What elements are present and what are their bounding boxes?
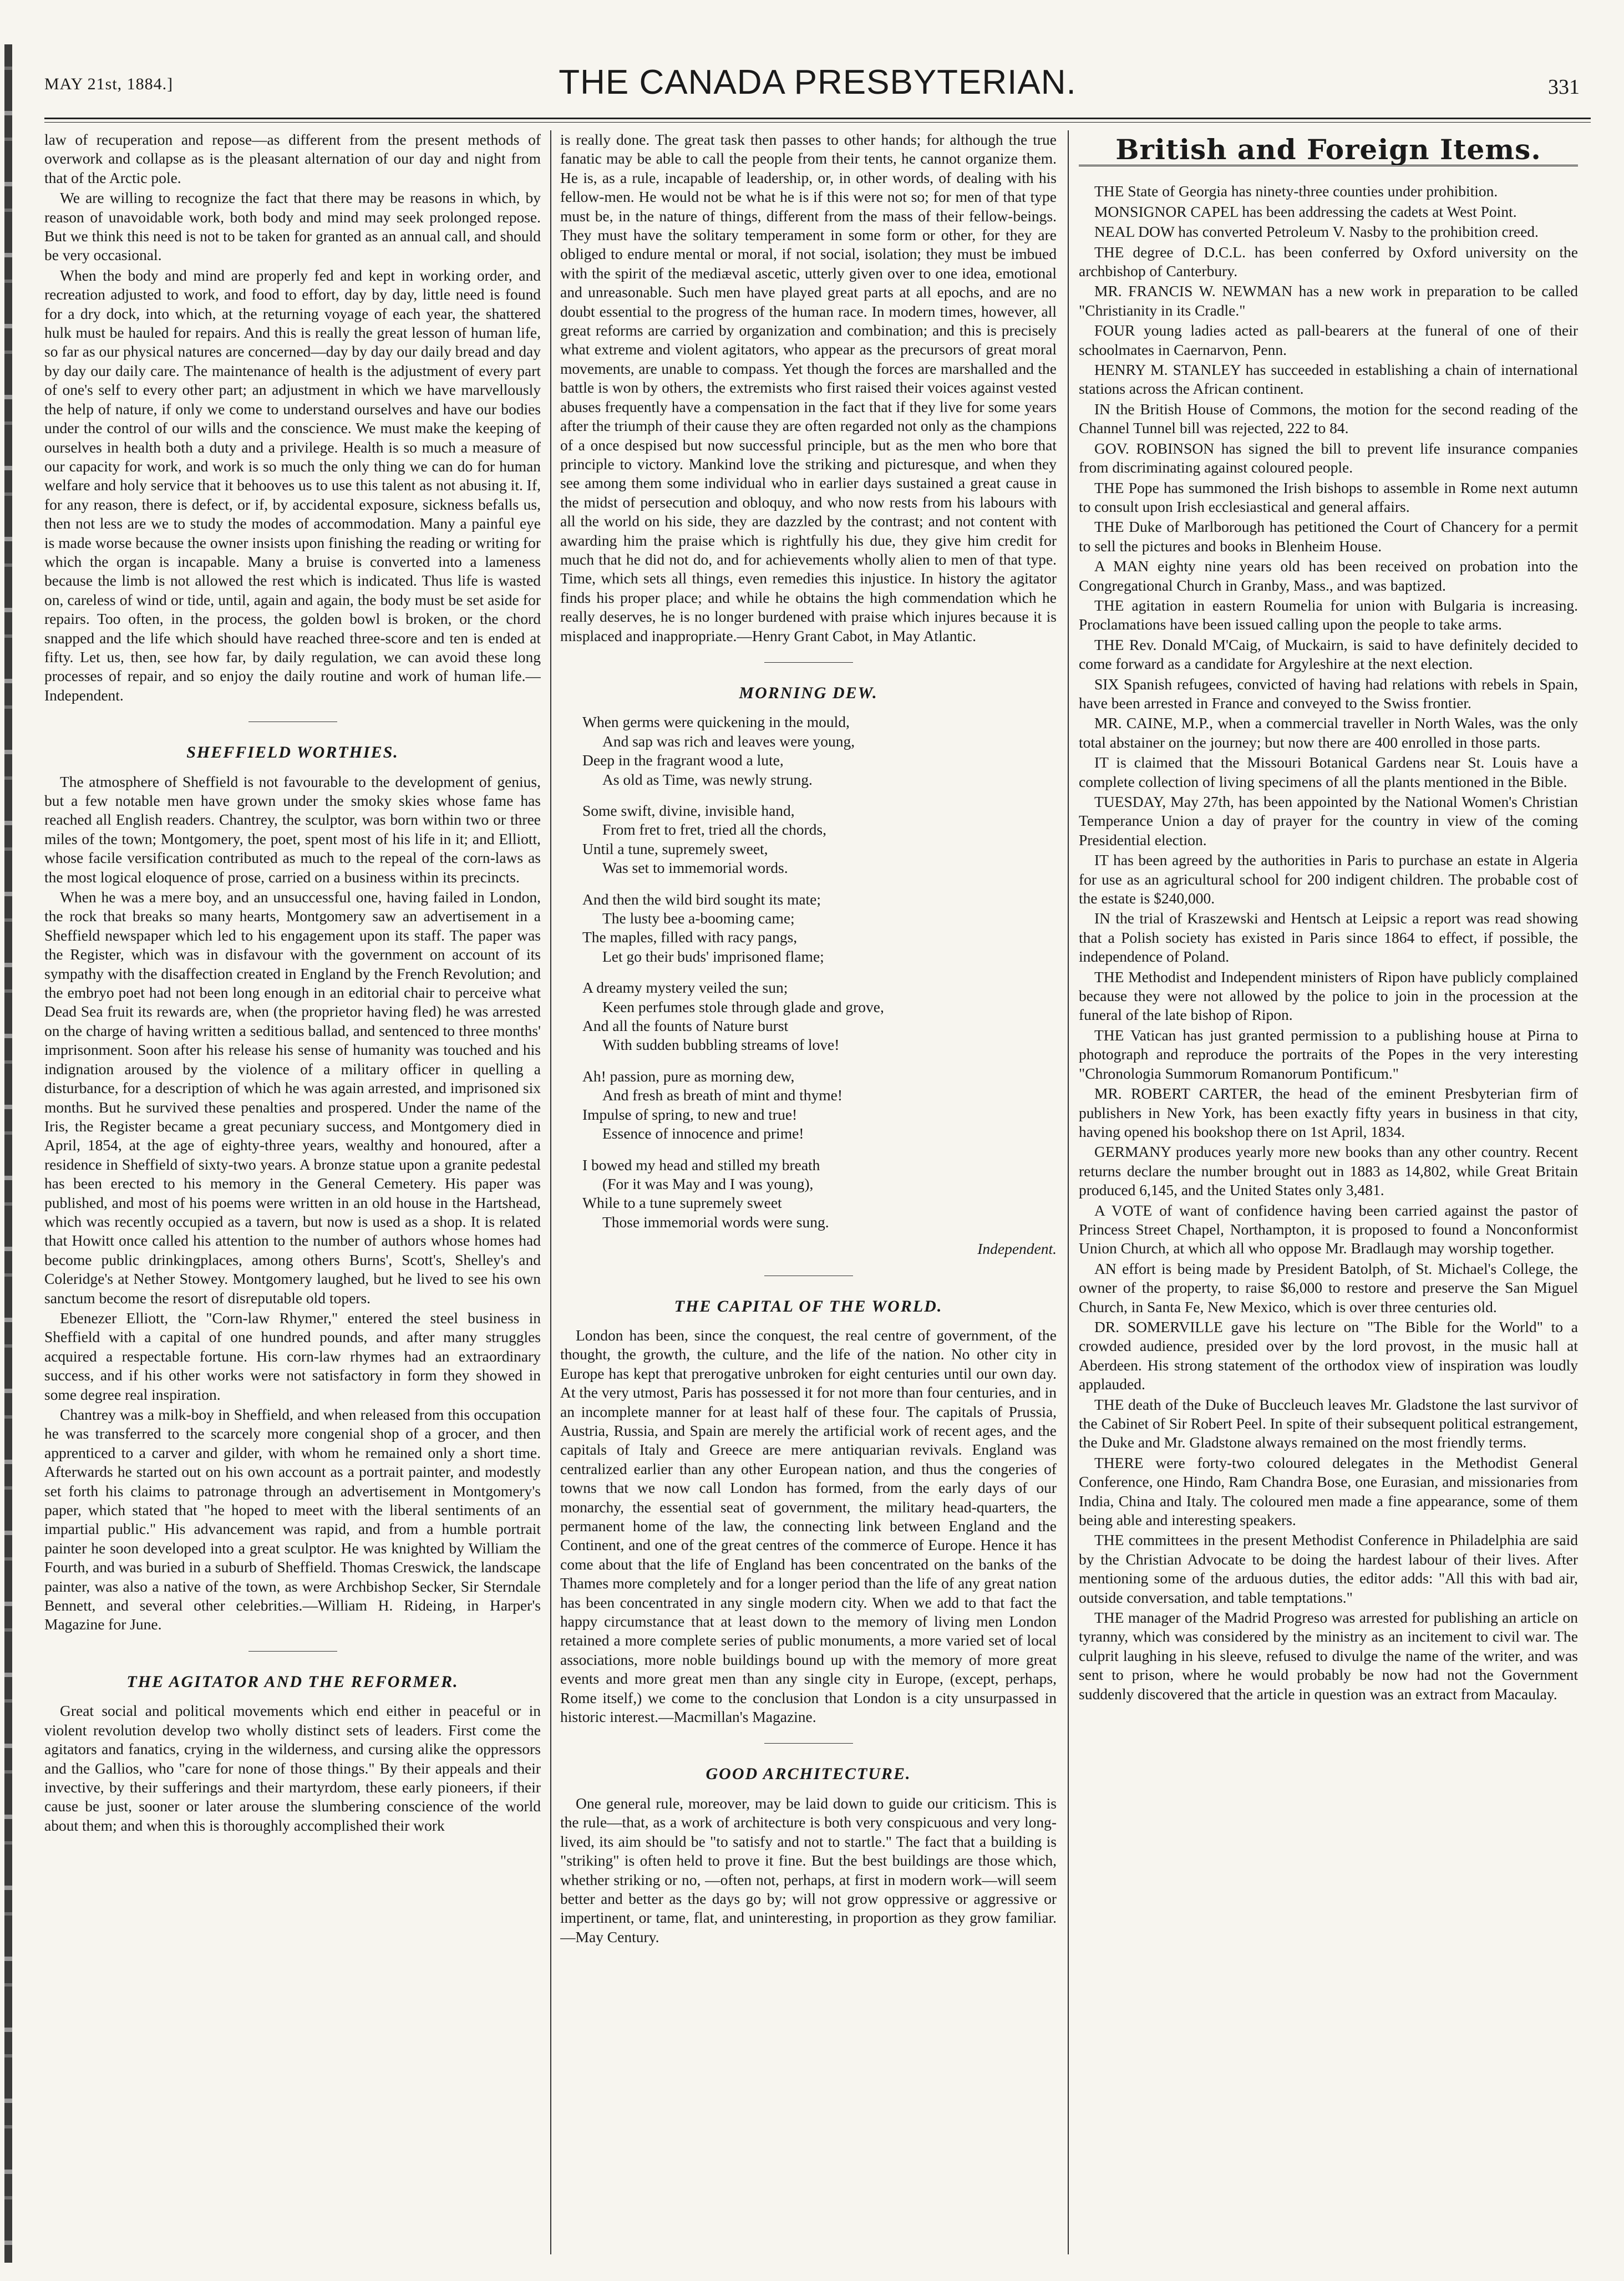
column-2 [560,130,1057,2265]
newspaper-title: THE CANADA PRESBYTERIAN. [559,63,1077,101]
poem-line: Some swift, divine, invisible hand, [582,802,795,819]
poem-line: (For it was May and I was young), [602,1175,814,1192]
article-paragraph: One general rule, moreover, may be laid down to guide our criticism. This is the rule—that, as a work of architecture is both very conspicuous and very long-lived, its aim should be "to satisfy and not to startle." The fact that a building is "striking" is often held to prove it fine. But the best buildings are those which, whether striking or no, —often not, perhaps, at first in modern work—will seem better and better as the days go by; will not grow oppressive or aggressive or impertinent, or tame, flat, and uninteresting, in proportion as they grow familiar.—May Century. [560,1794,1057,1945]
section-rule [764,1743,853,1744]
news-item: FOUR young ladies acted as pall-bearers at the funeral of one of their schoolmates in Caernarvon, Penn. [1079,322,1578,358]
poem-line: When germs were quickening in the mould, [582,713,850,731]
poem-line: The lusty bee a-booming came; [602,910,795,927]
news-item: A MAN eighty nine years old has been received on probation into the Congregational Church in Granby, Mass., and was baptized. [1079,557,1578,594]
article-paragraph: London has been, since the conquest, the real centre of government, of the thought, the growth, the culture, and the life of the nation. No other city in Europe has kept that prerogative unbroken for eight centuries until our own day. At the very utmost, Paris has possessed it for not more than four centuries, and in an incomplete manner for at least half of these four. The capitals of Prussia, Austria, Russia, and Spain are merely the artificial work of recent ages, and the capitals of Italy and Greece are mere antiquarian revivals. England was centralized earlier than any other European nation, and thus the congeries of towns that we now call London has formed, from the early days of our monarchy, the essential seat of government, the military head-quarters, the permanent home of the law, the connecting link between England and the Continent, and one of the great centres of the commerce of Europe. Hence it has come about that the life of England has been concentrated on the banks of the Thames more completely and for a longer period than the life of any great nation has been concentrated in any single modern city. When we add to that fact the happy circumstance that at least down to the memory of living men London retained a more complete series of public monuments, a more varied set of local associations, more noble buildings bound up with the memory of more great events and more great men than any single city in Europe, (except, perhaps, Rome itself,) we come to the conclusion that London is a city unsurpassed in historic interest.—Macmillan's Magazine. [560,1326,1057,1726]
column-1 [44,130,541,2265]
article-paragraph: is really done. The great task then passes to other hands; for although the true fanatic may be able to call the people from their tents, he cannot organize them. He is, as a rule, incapable of leadership, or, in other words, of dealing with his fellow-men. He would not be what he is if this were not so; for men of that type must be, in the nature of things, different from the mass of their fellow-beings. They must have the solitary temperament in some form or other, for they are obliged to endure mental or moral, if not social, isolation; they must be imbued with the spirit of the mediæval ascetic, utterly given over to one idea, emotional and unreasonable. Such men have played great parts at all epochs, and are no doubt essential to the progress of the human race. In modern times, however, all great reforms are carried by organization and combination; and this is precisely what extreme and violent agitators, who appear as the precursors of great moral movements, are unable to compass. Yet though the forces are marshalled and the battle is won by others, the extremists who first raised their voices against vested abuses frequently have a compensation in the fact that if they live for some years after the triumph of their cause they are often regarded not only as the champions of a once despised but now successful principle, but as the men who bore that principle to victory. Mankind love the striking and picturesque, and when they see among them some individual who in earlier days sustained a great cause in the midst of persecution and obloquy, and who now rests from his labours with all the world on his side, they are dazzled by the contrast; and not content with awarding him the praise which is rightfully his due, they give him credit for much that he did not do, and for achievements wholly alien to men of that type. Time, which sets all things, even remedies this injustice. In history the agitator finds his proper place; and while he obtains the high commendation which he really deserves, he is no longer burdened with praise which injures because it is misplaced and inappropriate.—Henry Grant Cabot, in May Atlantic. [560,131,1057,644]
column-3-news [1079,130,1578,2265]
article-paragraph: When he was a mere boy, and an unsuccessful one, having failed in London, the rock that breaks so many hearts, Montgomery saw an advertisement in a Sheffield newspaper which led to his engagement upon its staff. The paper was the Register, which was in disfavour with the government on account of its sympathy with the disaffection created in England by the French Revolution; and the embryo poet had not been long enough in an editorial chair to perceive what Dead Sea fruit its rewards are, when (the proprietor having fled) he was arrested on the charge of having written a seditious ballad, and sentenced to three months' imprisonment. Soon after his release his sense of humanity was touched and his indignation aroused by the violence of a military officer in quelling a disturbance, for a description of which he was again arrested, and imprisoned six months. But he survived these penalties and prospered. Under the name of the Iris, the Register became a great pecuniary success, and Montgomery died in April, 1854, at the age of eighty-three years, wealthy and honoured, after a residence in Sheffield of sixty-two years. A bronze statue upon a granite pedestal has been erected to his memory in the General Cemetery. His paper was published, and most of his poems were written in an old house in the Hartshead, which was recently occupied as a tavern, but now is used as a shop. It is related that Howitt once called his attention to the number of authors whose homes had become public drinkingplaces, among others Burns', Scott's, Shelley's and Coleridge's at Nether Stowey. Montgomery laughed, but he lived to see his own sanctum become the resort of disreputable old topers. [44,888,541,1307]
poem-line: The maples, filled with racy pangs, [582,928,798,946]
news-item: NEAL DOW has converted Petroleum V. Nasby to the prohibition creed. [1094,223,1539,241]
poem-line: Deep in the fragrant wood a lute, [582,751,784,769]
article-paragraph: When the body and mind are properly fed and kept in working order, and recreation adjusted to work, and food to effort, day by day, little need is found for a dry dock, into which, at the returning voyage of each year, the shattered hulk must be hauled for repairs. And this is really the great lesson of human life, so far as our physical natures are concerned—day by day our daily bread and day by day our daily care. The maintenance of health is the adjustment of every part of one's self to every other part; an adjustment in which we have marvellously the help of nature, if only we come to understand ourselves and have our bodies under the control of our wills and the conscience. We must make the keeping of ourselves in health both a duty and a privilege. Health is so much a measure of our capacity for work, and work is so much the only thing we can do for human welfare and holy service that it behooves us to use this talent as not abusing it. If, for any reason, there is defect, or if, by accidental exposure, sickness befalls us, then not less are we to study the modes of accommodation. Many a painful eye is made worse because the owner insists upon finishing the reading or writing for which the organ is incapable. Many a bruise is converted into a lameness because the limb is not allowed the rest which is indicated. Thus life is wasted on, careless of wind or tide, until, again and again, the body must be set aside for repairs. Too often, in the process, the golden bowl is broken, or the chord snapped and the life which should have reached three-score and ten is ended at fifty. Let us, then, see how far, by daily regulation, we can avoid these long processes of repair, and so enjoy the daily routine and work of human life.—Independent. [44,266,541,704]
news-item: THE agitation in eastern Roumelia for union with Bulgaria is increasing. Proclamations have been issued calling upon the people to take arms. [1079,596,1578,633]
news-item: IN the trial of Kraszewski and Hentsch at Leipsic a report was read showing that a Polish society has existed in Paris since 1864 to effect, if possible, the independence of Poland. [1079,910,1578,966]
poem-credit: Independent. [977,1240,1057,1258]
news-item: MR. ROBERT CARTER, the head of the eminent Presbyterian firm of publishers in New York, has been exactly fifty years in business in that city, having opened his bookshop there on 1st April, 1834. [1079,1085,1578,1140]
poem-line: Until a tune, supremely sweet, [582,840,768,857]
section-title-sheffield: SHEFFIELD WORTHIES. [186,743,399,762]
section-rule [764,662,853,663]
section-rule [248,1651,337,1652]
article-paragraph: The atmosphere of Sheffield is not favourable to the development of genius, but a few notable men have grown under the smoky skies whose fame has reached all English readers. Chantrey, the sculptor, was born within two or three miles of the town; Montgomery, the poet, spent most of his life in it; and Elliott, whose facile versification contributed as much to the repeal of the corn-laws as the most logical eloquence of prose, carried on a business within its precincts. [44,773,541,886]
news-item: A VOTE of want of confidence having been carried against the pastor of Princess Street Chapel, Northampton, it is proposed to found a Nonconformist Union Church, at which all who oppose Mr. Bradlaugh may worship together. [1079,1201,1578,1257]
poem-stanza [582,801,1057,878]
poem-stanza [582,1156,1057,1232]
article-paragraph: We are willing to recognize the fact that there may be reasons in which, by reason of unavoidable work, both body and mind may seek prolonged repose. But we think this need is not to be taken for granted as an annual call, and should be very occasional. [44,189,541,264]
poem-line: Impulse of spring, to new and true! [582,1105,798,1123]
poem-line: And sap was rich and leaves were young, [602,732,855,750]
issue-date: MAY 21st, 1884.] [44,75,174,93]
news-item: GERMANY produces yearly more new books than any other country. Recent returns declare the number brought out in 1883 as 14,802, while Great Britain produced 6,145, and the United States only 3,481. [1079,1143,1578,1199]
news-item: THE Vatican has just granted permission to a publishing house at Pirna to photograph and reproduce the portraits of the Popes in the very interesting "Chronologia Summorum Romanorum Pontificum." [1079,1026,1578,1082]
news-item: THE State of Georgia has ninety-three counties under prohibition. [1094,182,1498,200]
news-item: SIX Spanish refugees, convicted of having had relations with rebels in Spain, have been arrested in France and conveyed to the Swiss frontier. [1079,675,1578,712]
news-item: THE Rev. Donald M'Caig, of Muckairn, is said to have definitely decided to come forward as a candidate for Argyleshire at the next election. [1079,636,1578,673]
poem-stanza [582,978,1057,1055]
poem-line: As old as Time, was newly strung. [602,770,813,788]
poem-line: From fret to fret, tried all the chords, [602,821,826,839]
column-divider-2 [1068,130,1069,2254]
section-title-agitator: THE AGITATOR AND THE REFORMER. [126,1672,459,1691]
news-item: THE degree of D.C.L. has been conferred by Oxford university on the archbishop of Canterbury. [1079,243,1578,280]
article-paragraph: Chantrey was a milk-boy in Sheffield, and when released from this occupation he was transferred to the scarcely more congenial shop of a grocer, and then apprenticed to a carver and gilder, with whom he remained only a short time. Afterwards he started out on his own account as a portrait painter, and modestly set forth his claims to patronage through an advertisement in Montgomery's paper, which stated that "he hoped to meet with the liberal sentiments of an impartial public." His advancement was rapid, and from a humble portrait painter he soon developed into a great sculptor. He was knighted by William the Fourth, and was buried in a suburb of Sheffield. Thomas Creswick, the landscape painter, was also a native of the town, as were Archbishop Secker, Sir Sterndale Bennett, and several other celebrities.—William H. Rideing, in Harper's Magazine for June. [44,1406,541,1633]
poem-line: Those immemorial words were sung. [602,1213,829,1231]
news-item: IN the British House of Commons, the motion for the second reading of the Channel Tunnel bill was rejected, 222 to 84. [1079,400,1578,437]
page-number: 331 [1548,75,1580,99]
poem-line: A dreamy mystery veiled the sun; [582,979,788,997]
poem-line: I bowed my head and stilled my breath [582,1156,820,1173]
column-divider-1 [550,130,551,2254]
section-title-architecture: GOOD ARCHITECTURE. [706,1765,911,1784]
news-item: DR. SOMERVILLE gave his lecture on "The Bible for the World" to a crowded audience, presided over by the lord provost, in the music hall at Aberdeen. His strong statement of the orthodox view of inspiration was loudly applauded. [1079,1318,1578,1393]
news-item: HENRY M. STANLEY has succeeded in establishing a chain of international stations across the African continent. [1079,361,1578,398]
article-paragraph: Ebenezer Elliott, the "Corn-law Rhymer," entered the steel business in Sheffield with a capital of one hundred pounds, and after many struggles acquired a respectable fortune. His corn-law rhymes had an extraordinary success, and if his other works were not satisfactory in form they showed in some degree real inspiration. [44,1309,541,1403]
article-paragraph: Great social and political movements which end either in peaceful or in violent revolution develop two wholly distinct sets of leaders. First come the agitators and fanatics, crying in the wilderness, and cursing alike the oppressors and the Gallios, who "care for none of those things." By their appeals and their invective, by their sufferings and their martyrdom, these early pioneers, if their cause be just, sooner or later arouse the slumbering conscience of the world about them; and when this is thoroughly accomplished their work [44,1702,541,1834]
news-item: IT is claimed that the Missouri Botanical Gardens near St. Louis have a complete collection of living specimens of all the plants mentioned in the Bible. [1079,754,1578,790]
poem-line: Let go their buds' imprisoned flame; [602,947,824,965]
poem-line: Ah! passion, pure as morning dew, [582,1067,795,1085]
poem-line: Was set to immemorial words. [602,859,788,877]
section-title-morning-dew: MORNING DEW. [739,683,878,702]
news-item: THE committees in the present Methodist Conference in Philadelphia are said by the Christian Advocate to be doing the hardest labour of their lives. After mentioning some of the arduous duties, the editor adds: "All this with bad air, outside conversation, and table temptations." [1079,1531,1578,1606]
header-rule [44,118,1591,123]
news-item: THE manager of the Madrid Progreso was arrested for publishing an article on tyranny, which was considered by the ministry as an incitement to civil war. The culprit laughing in his sleeve, refused to divulge the name of the writer, and was sent to prison, where he would probably be now had not the Government suddenly discovered that the article in question was an extract from Macaulay. [1079,1609,1578,1703]
article-paragraph: law of recuperation and repose—as different from the present methods of overwork and collapse as is the pleasant alternation of our day and night from that of the Arctic pole. [44,131,541,186]
poem-line: Keen perfumes stole through glade and grove, [602,998,884,1015]
section-title-british-foreign: British and Foreign Items. [1079,137,1578,166]
news-item: MONSIGNOR CAPEL has been addressing the cadets at West Point. [1094,202,1517,220]
news-item: THERE were forty-two coloured delegates in the Methodist General Conference, one Hindo, Ram Chandra Bose, one Eurasian, and missionaries from India, China and Italy. The coloured men made a fine appearance, some of them being able and interesting speakers. [1079,1454,1578,1529]
news-item: IT has been agreed by the authorities in Paris to purchase an estate in Algeria for use as an agricultural school for 200 indigent children. The probable cost of the estate is $240,000. [1079,851,1578,907]
left-margin-binding-edge [4,44,12,2263]
news-item: MR. FRANCIS W. NEWMAN has a new work in preparation to be called "Christianity in its Cradle." [1079,282,1578,319]
poem-line: Essence of innocence and prime! [602,1125,804,1142]
news-item: GOV. ROBINSON has signed the bill to prevent life insurance companies from discriminating against coloured people. [1079,439,1578,476]
news-item-list [1079,182,1578,1704]
poem-stanza [582,713,1057,789]
news-item: THE death of the Duke of Buccleuch leaves Mr. Gladstone the last survivor of the Cabinet of Sir Robert Peel. In spite of their subsequent political estrangement, the Duke and Mr. Gladstone always remained on the most friendly terms. [1079,1395,1578,1451]
poem-line: And then the wild bird sought its mate; [582,890,821,908]
poem-morning-dew [582,713,1057,1232]
news-item: TUESDAY, May 27th, has been appointed by the National Women's Christian Temperance Union a day of prayer for the country in view of the coming Presidential election. [1079,793,1578,849]
poem-line: With sudden bubbling streams of love! [602,1036,840,1054]
poem-line: And all the founts of Nature burst [582,1017,789,1035]
news-item: THE Methodist and Independent ministers of Ripon have publicly complained because they were not allowed by the police to join in the procession at the funeral of the late bishop of Ripon. [1079,968,1578,1024]
news-item: THE Duke of Marlborough has petitioned the Court of Chancery for a permit to sell the pictures and books in Blenheim House. [1079,518,1578,555]
poem-stanza [582,1067,1057,1144]
page-header [44,53,1591,114]
poem-line: And fresh as breath of mint and thyme! [602,1086,843,1104]
news-item: AN effort is being made by President Batolph, of St. Michael's College, the owner of the property, to raise $6,000 to restore and preserve the San Miguel Church, in Santa Fe, New Mexico, which is over three centuries old. [1079,1259,1578,1315]
news-item: THE Pope has summoned the Irish bishops to assemble in Rome next autumn to consult upon Irish ecclesiastical and general affairs. [1079,479,1578,515]
intro-article [44,130,541,705]
section-title-capital: THE CAPITAL OF THE WORLD. [674,1297,943,1315]
poem-stanza [582,890,1057,967]
news-item: MR. CAINE, M.P., when a commercial traveller in North Wales, was the only total abstainer on the journey; but now there are 400 enrolled in those parts. [1079,714,1578,751]
poem-line: While to a tune supremely sweet [582,1194,782,1212]
